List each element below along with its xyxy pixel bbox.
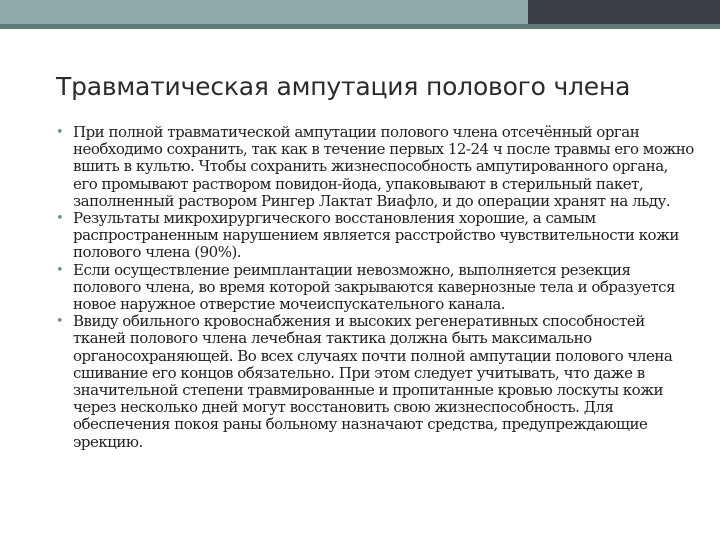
slide-title: Травматическая ампутация полового члена <box>56 72 631 101</box>
top-decor-bar-dark <box>528 0 720 24</box>
bullet-item <box>56 124 696 210</box>
bullet-icon: • <box>56 314 64 330</box>
bullet-text: Если осуществление реимплантации невозможно, выполняется резекция полового члена, во время которой закрываются кавернозные тела и образуется новое наружное отверстие мочеиспускательного канала. <box>73 260 676 314</box>
top-decor-bar <box>0 0 720 24</box>
bullet-list <box>56 124 696 451</box>
top-decor-bar-light <box>0 0 528 24</box>
bullet-text: Результаты микрохирургического восстановления хорошие, а самым распространенным нарушением является расстройство чувствительности кожи полового члена (90%). <box>73 209 679 262</box>
bullet-text: Ввиду обильного кровоснабжения и высоких регенеративных способностей тканей полового члена лечебная тактика должна быть максимально органосохраняющей. Во всех случаях почти полной ампутации полового члена сшивание его концов обязательно. При этом следует учитывать, что даже в значительной степени травмированные и пропитанные кровью лоскуты кожи через несколько дней могут восстановить свою жизнеспособность. Для обеспечения покоя раны больному назначают средства, предупреждающие эрекцию. <box>73 312 673 451</box>
bullet-item <box>56 210 696 262</box>
top-decor-line <box>0 24 720 29</box>
bullet-item <box>56 262 696 314</box>
bullet-icon: • <box>56 262 64 278</box>
bullet-item <box>56 313 696 451</box>
bullet-icon: • <box>56 125 64 140</box>
bullet-icon: • <box>56 211 64 227</box>
bullet-text: При полной травматической ампутации полового члена отсечённый орган необходимо сохранить, так как в течение первых 12-24 ч после травмы его можно вшить в культю. Чтобы сохранить жизнеспособность ампутированного органа, его промывают раствором повидон-йода, упаковывают в стерильный пакет, заполненный раствором Рингер Лактат Виафло, и до операции хранят на льду. <box>73 123 694 210</box>
